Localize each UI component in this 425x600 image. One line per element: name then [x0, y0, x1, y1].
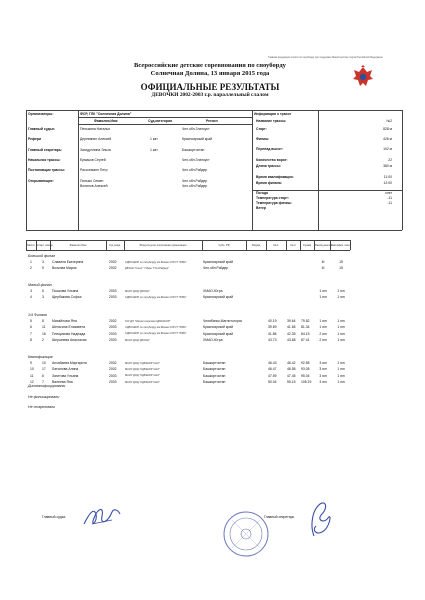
- table-header-top: [26, 240, 350, 241]
- table-header-cell: Физкультурно-спортивная организация: [139, 243, 187, 247]
- table-row-org: СДЮСШОР по сноуборду им.Фомин СОГСТ "ЮВС": [125, 332, 187, 336]
- table-row-q1: 46.47: [268, 367, 277, 372]
- table-row-q1: 43.73: [268, 337, 277, 342]
- jury-region: Чел.обл.Райдер: [182, 184, 208, 188]
- table-row-region: Челябинск,Магнитогорск: [203, 319, 242, 323]
- table-row-rank: 1 юн: [319, 295, 327, 300]
- organizers-value: ФСР, ГЛК "Солнечная Долина": [80, 112, 132, 116]
- table-row-place: 6: [30, 325, 32, 330]
- table-row-name: Валеева Яна: [52, 379, 73, 384]
- jury-name: Загидуллина Эльза: [80, 148, 111, 152]
- table-row-bib: 16: [42, 331, 46, 336]
- footer-section-title: Не финишировали: [28, 395, 60, 399]
- track-label: Ветер: [256, 206, 266, 210]
- organizers-label: Организаторы:: [28, 112, 54, 116]
- jury-region: Красноярский край: [182, 137, 212, 141]
- table-row-points: 1 юн: [337, 337, 345, 342]
- jury-role: Постановщик трассы:: [28, 168, 66, 172]
- table-header-cell: Сумма: [302, 243, 312, 247]
- jury-category: 1 кат: [150, 137, 158, 141]
- table-row-name: Пошкова Ульяна: [52, 289, 79, 293]
- category-title: ДЕВОЧКИ 2002-2003 г.р. параллельный слалом: [151, 92, 269, 98]
- table-row-year: 2002: [109, 319, 117, 323]
- table-row-year: 2003: [109, 373, 117, 378]
- official-stamp-icon: [214, 508, 278, 560]
- table-row-org: МАОУ ДОД "ДЮСШ": [125, 338, 150, 342]
- table-header-bottom: [26, 250, 350, 251]
- table-row-place: 12: [30, 379, 34, 384]
- info-left-border: [26, 110, 27, 230]
- table-row-bib: 8: [42, 319, 44, 323]
- jury-header-region: Регион: [206, 119, 218, 123]
- jury-header-category: Суд.категория: [148, 119, 173, 123]
- track-value: снег: [385, 191, 392, 195]
- table-row-rank: 1 юн: [319, 319, 327, 323]
- table-row-year: 2003: [109, 289, 117, 293]
- table-row-q1: 40.19: [268, 319, 277, 323]
- table-row-rank: 1 юн: [319, 289, 327, 293]
- table-header-cell: Субъ. РФ: [218, 243, 230, 247]
- table-row-bib: 3: [42, 295, 44, 300]
- table-row-rank: 2 юн: [319, 331, 327, 336]
- table-row-sum: 81.34: [301, 325, 310, 330]
- table-row-place: 11: [30, 373, 34, 378]
- table-row-org: МАОУ ДОД "СДЮШОР №10": [125, 367, 160, 371]
- info-col-divider: [252, 110, 253, 230]
- track-value: 22: [388, 158, 392, 162]
- table-row-year: 2002: [109, 260, 117, 264]
- track-label: Длина трассы:: [256, 164, 281, 168]
- table-row-name: Анхабаева Маргарита: [52, 361, 87, 365]
- table-row-rank: 3 юн: [319, 367, 327, 372]
- table-row-place: 10: [30, 367, 34, 372]
- track-label: Температура финиш:: [256, 201, 292, 205]
- table-row-name: Щербакова Софья: [52, 295, 82, 300]
- table-row-sum: 92.85: [301, 361, 310, 365]
- track-label: Время финала:: [256, 181, 282, 185]
- table-row-name: Шершнева Анастасия: [52, 337, 87, 342]
- jury-name: Рассохманн Петр: [80, 168, 108, 172]
- track-label: Финиш:: [256, 137, 270, 141]
- table-row-place: 2: [30, 266, 32, 271]
- table-row-rank: 3 юн: [319, 361, 327, 365]
- rule-line: [78, 117, 252, 118]
- table-header-cell: Кв.2: [290, 243, 296, 247]
- table-row-bib: 3: [42, 260, 44, 264]
- table-row-sum: 95.04: [301, 373, 310, 378]
- section-title: 1/4 Финала: [28, 313, 47, 317]
- rule-line: [252, 190, 402, 191]
- track-label: Температура старт:: [256, 196, 289, 200]
- table-row-region: Красноярский край: [203, 295, 233, 300]
- jury-region: Чел.обл.Златоуст: [182, 127, 210, 131]
- event-location-date: Солнечная Долина, 13 января 2015 года: [150, 70, 270, 77]
- jury-role: Рефери: [28, 137, 42, 141]
- table-row-sum: 93.05: [301, 367, 310, 372]
- track-value: -11: [387, 201, 392, 205]
- table-row-rank: 1 юн: [319, 325, 327, 330]
- table-row-year: 2003: [109, 295, 117, 300]
- table-header-cell: Разряд: [251, 243, 261, 247]
- jury-role: Главный секретарь:: [28, 148, 63, 152]
- table-row-bib: 6: [42, 373, 44, 378]
- table-row-points: 1 юн: [337, 361, 345, 365]
- table-row-points: 1 юн: [337, 373, 345, 378]
- table-row-q2: 46.58: [287, 367, 296, 372]
- table-row-rank: 2 юн: [319, 337, 327, 342]
- table-row-name: Славина Екатерина: [52, 260, 84, 264]
- table-row-sum: 87.41: [301, 337, 310, 342]
- table-row-year: 2002: [109, 361, 117, 365]
- table-row-region: Красноярский край: [203, 331, 233, 336]
- info-col-divider: [318, 110, 319, 230]
- table-row-org: СДЮСШОР по сноуборду им.Фомин СОГСТ "ЮВС": [125, 295, 187, 299]
- table-row-points: 15: [339, 260, 343, 264]
- table-header-divider: [350, 240, 351, 250]
- table-row-org: МАОУ ДОД "СДЮШОР №10": [125, 374, 160, 378]
- table-row-q1: 39.69: [268, 325, 277, 330]
- info-top-border: [26, 110, 402, 111]
- table-row-points: 1 юн: [337, 379, 345, 384]
- table-row-bib: 6: [42, 289, 44, 293]
- table-row-q2: 42.35: [287, 331, 296, 336]
- table-row-year: 2003: [109, 325, 117, 330]
- section-title: Малый финал: [28, 283, 52, 287]
- table-row-points: 1 юн: [337, 367, 345, 372]
- table-row-name: Михайлова Яна: [52, 319, 77, 323]
- jury-name: Пепыкина Наталья: [80, 127, 110, 131]
- table-row-name: Плещикова Надежда: [52, 331, 86, 336]
- eagle-emblem-icon: [350, 64, 376, 90]
- table-row-q1: 46.43: [268, 361, 277, 365]
- table-header-cell: Квалифик. очки: [331, 243, 350, 247]
- chief-secretary-signature-icon: [304, 500, 336, 540]
- table-row-org: ГАУ ДО "Магнитогорская СДЮСШОР": [125, 319, 171, 323]
- chief-secretary-label: Главный секретарь: [264, 515, 295, 519]
- table-row-region: Красноярский край: [203, 260, 233, 264]
- table-header-cell: Год рожд.: [109, 243, 121, 247]
- table-header-cell: Фамилия Имя: [69, 243, 87, 247]
- track-label: Погода: [256, 191, 268, 195]
- table-row-org: СДЮСШОР по сноуборду им.Фомин СОГСТ "ЮВС": [125, 260, 187, 264]
- track-value: №2: [386, 119, 392, 123]
- jury-region: Башкортостан: [182, 148, 205, 152]
- table-row-region: Башкортостан: [203, 361, 226, 365]
- table-row-place: 7: [30, 331, 32, 336]
- table-row-sum: 79.82: [301, 319, 310, 323]
- table-row-place: 9: [30, 361, 32, 365]
- table-row-region: ХМАО-Югра: [203, 337, 223, 342]
- jury-header-name: Фамилия,Имя: [94, 119, 118, 123]
- table-row-rank: III: [321, 266, 325, 271]
- footer-section-title: Не стартовали: [28, 405, 56, 409]
- table-row-region: Башкортостан: [203, 367, 226, 372]
- track-value: 102 м: [383, 147, 392, 151]
- footer-section-title: Дисквалифицированы: [28, 384, 66, 388]
- table-row-points: 1 юн: [337, 331, 345, 336]
- track-label: Название трассы:: [256, 119, 287, 123]
- table-row-year: 2003: [109, 337, 117, 342]
- table-row-bib: 11: [42, 325, 46, 330]
- table-row-points: 15: [339, 266, 343, 271]
- jury-region: Чел.обл.Златоуст: [182, 158, 210, 162]
- table-header-cell: Кв.1: [273, 243, 279, 247]
- table-row-place: 3: [30, 289, 32, 293]
- table-row-name: Шельгина Елизавета: [52, 325, 85, 330]
- table-row-name: Загитова Ульяна: [52, 373, 79, 378]
- table-row-q2: 47.45: [287, 373, 296, 378]
- table-row-q1: 41.86: [268, 331, 277, 336]
- table-row-sum: 84.15: [301, 331, 310, 336]
- table-row-bib: 7: [42, 379, 44, 384]
- table-row-points: 1 юн: [337, 289, 345, 293]
- table-row-name: Латыпова Алина: [52, 367, 79, 372]
- table-header-cell: Разряд выпол.: [315, 243, 333, 247]
- table-row-year: 2002: [109, 367, 117, 372]
- table-header-cell: Место: [27, 243, 35, 247]
- table-row-org: СДЮСШОР по сноуборду им.Фомин СОГСТ "ЮВС": [125, 325, 187, 329]
- table-row-year: 2002: [109, 266, 117, 271]
- table-row-rank: 3 юн: [319, 373, 327, 378]
- jury-role: Начальник трассы:: [28, 158, 61, 162]
- info-bottom-border: [26, 230, 402, 231]
- table-row-org: ДЮСШ "Спорт" / Мкрн "ГСЦ Райдер": [125, 266, 170, 270]
- track-label: Время квалификации:: [256, 175, 294, 179]
- track-value: 12:00: [383, 181, 392, 185]
- jury-role: Открывающие:: [28, 179, 54, 183]
- table-row-rank: III: [321, 260, 325, 264]
- table-row-name: Волкова Мария: [52, 266, 77, 271]
- table-row-bib: 9: [42, 266, 44, 271]
- track-label: Количество ворот:: [256, 158, 288, 162]
- document-title: ОФИЦИАЛЬНЫЕ РЕЗУЛЬТАТЫ: [140, 82, 280, 92]
- table-row-points: 1 юн: [337, 295, 345, 300]
- table-row-bib: 17: [42, 367, 46, 372]
- table-row-region: Красноярский край: [203, 325, 233, 330]
- jury-name: Ермаков Сергей: [80, 158, 106, 162]
- table-row-q2: 43.68: [287, 337, 296, 342]
- table-header-cell: Старт. номер: [37, 243, 53, 247]
- track-value: 380 м: [383, 164, 392, 168]
- table-row-rank: 3 юн: [319, 379, 327, 384]
- rule-line: [78, 124, 252, 125]
- jury-region: Чел.обл.Райдер: [182, 168, 208, 172]
- table-row-bib: 2: [42, 337, 44, 342]
- table-row-region: Чел.обл.Райдер: [203, 266, 229, 271]
- table-row-place: 1: [30, 260, 32, 264]
- table-row-org: МАОУ ДОД "ДЮСШ": [125, 289, 150, 293]
- section-title: Большой финал: [28, 254, 56, 258]
- table-row-region: Башкортостан: [203, 379, 226, 384]
- jury-category: 1 кат: [150, 148, 158, 152]
- section-title: Квалификация: [28, 355, 53, 359]
- jury-name: Попыко Семен: [80, 179, 104, 183]
- table-row-place: 8: [30, 337, 32, 342]
- table-row-q2: 46.42: [287, 361, 296, 365]
- table-row-points: 1 юн: [337, 325, 345, 330]
- track-value: 828 м: [383, 127, 392, 131]
- jury-name: Волинов Алексей: [80, 184, 108, 188]
- jury-region: Чел.обл.Райдер: [182, 179, 208, 183]
- info-col-divider: [78, 110, 79, 230]
- table-row-bib: 10: [42, 361, 46, 365]
- track-label: Перепад высот:: [256, 147, 283, 151]
- jury-name: Деревянин Алексей: [80, 137, 112, 141]
- track-header: Информация о трассе: [254, 112, 292, 116]
- header-note: Главная федерация спорта по сноуборду при поддержке Министерства спорта Российской Федерации: [268, 56, 383, 59]
- track-value: 11:00: [383, 175, 392, 179]
- track-value: -11: [387, 196, 392, 200]
- table-row-org: МАОУ ДОД "СДЮШОР №10": [125, 361, 160, 365]
- table-row-year: 2003: [109, 331, 117, 336]
- table-row-q2: 55.15: [287, 379, 296, 384]
- table-row-org: МАОУ ДОД "СДЮШОР №10": [125, 380, 160, 384]
- table-row-region: ХМАО-Югра: [203, 289, 223, 293]
- event-title: Всероссийские детские соревнования по сноуборду: [134, 62, 286, 69]
- table-row-q1: 47.59: [268, 373, 277, 378]
- jury-role: Главный судья:: [28, 127, 55, 131]
- table-row-place: 5: [30, 319, 32, 323]
- table-row-q1: 50.04: [268, 379, 277, 384]
- table-row-q2: 41.65: [287, 325, 296, 330]
- table-row-q2: 39.64: [287, 319, 296, 323]
- chief-judge-label: Главный судья: [42, 515, 66, 519]
- table-row-place: 4: [30, 295, 32, 300]
- table-row-year: 2003: [109, 379, 117, 384]
- chief-judge-signature-icon: [82, 504, 122, 532]
- table-row-sum: 105.19: [301, 379, 312, 384]
- info-right-border: [402, 110, 403, 230]
- track-value: 426 м: [383, 137, 392, 141]
- table-row-points: 1 юн: [337, 319, 345, 323]
- table-row-region: Башкортостан: [203, 373, 226, 378]
- track-label: Старт:: [256, 127, 267, 131]
